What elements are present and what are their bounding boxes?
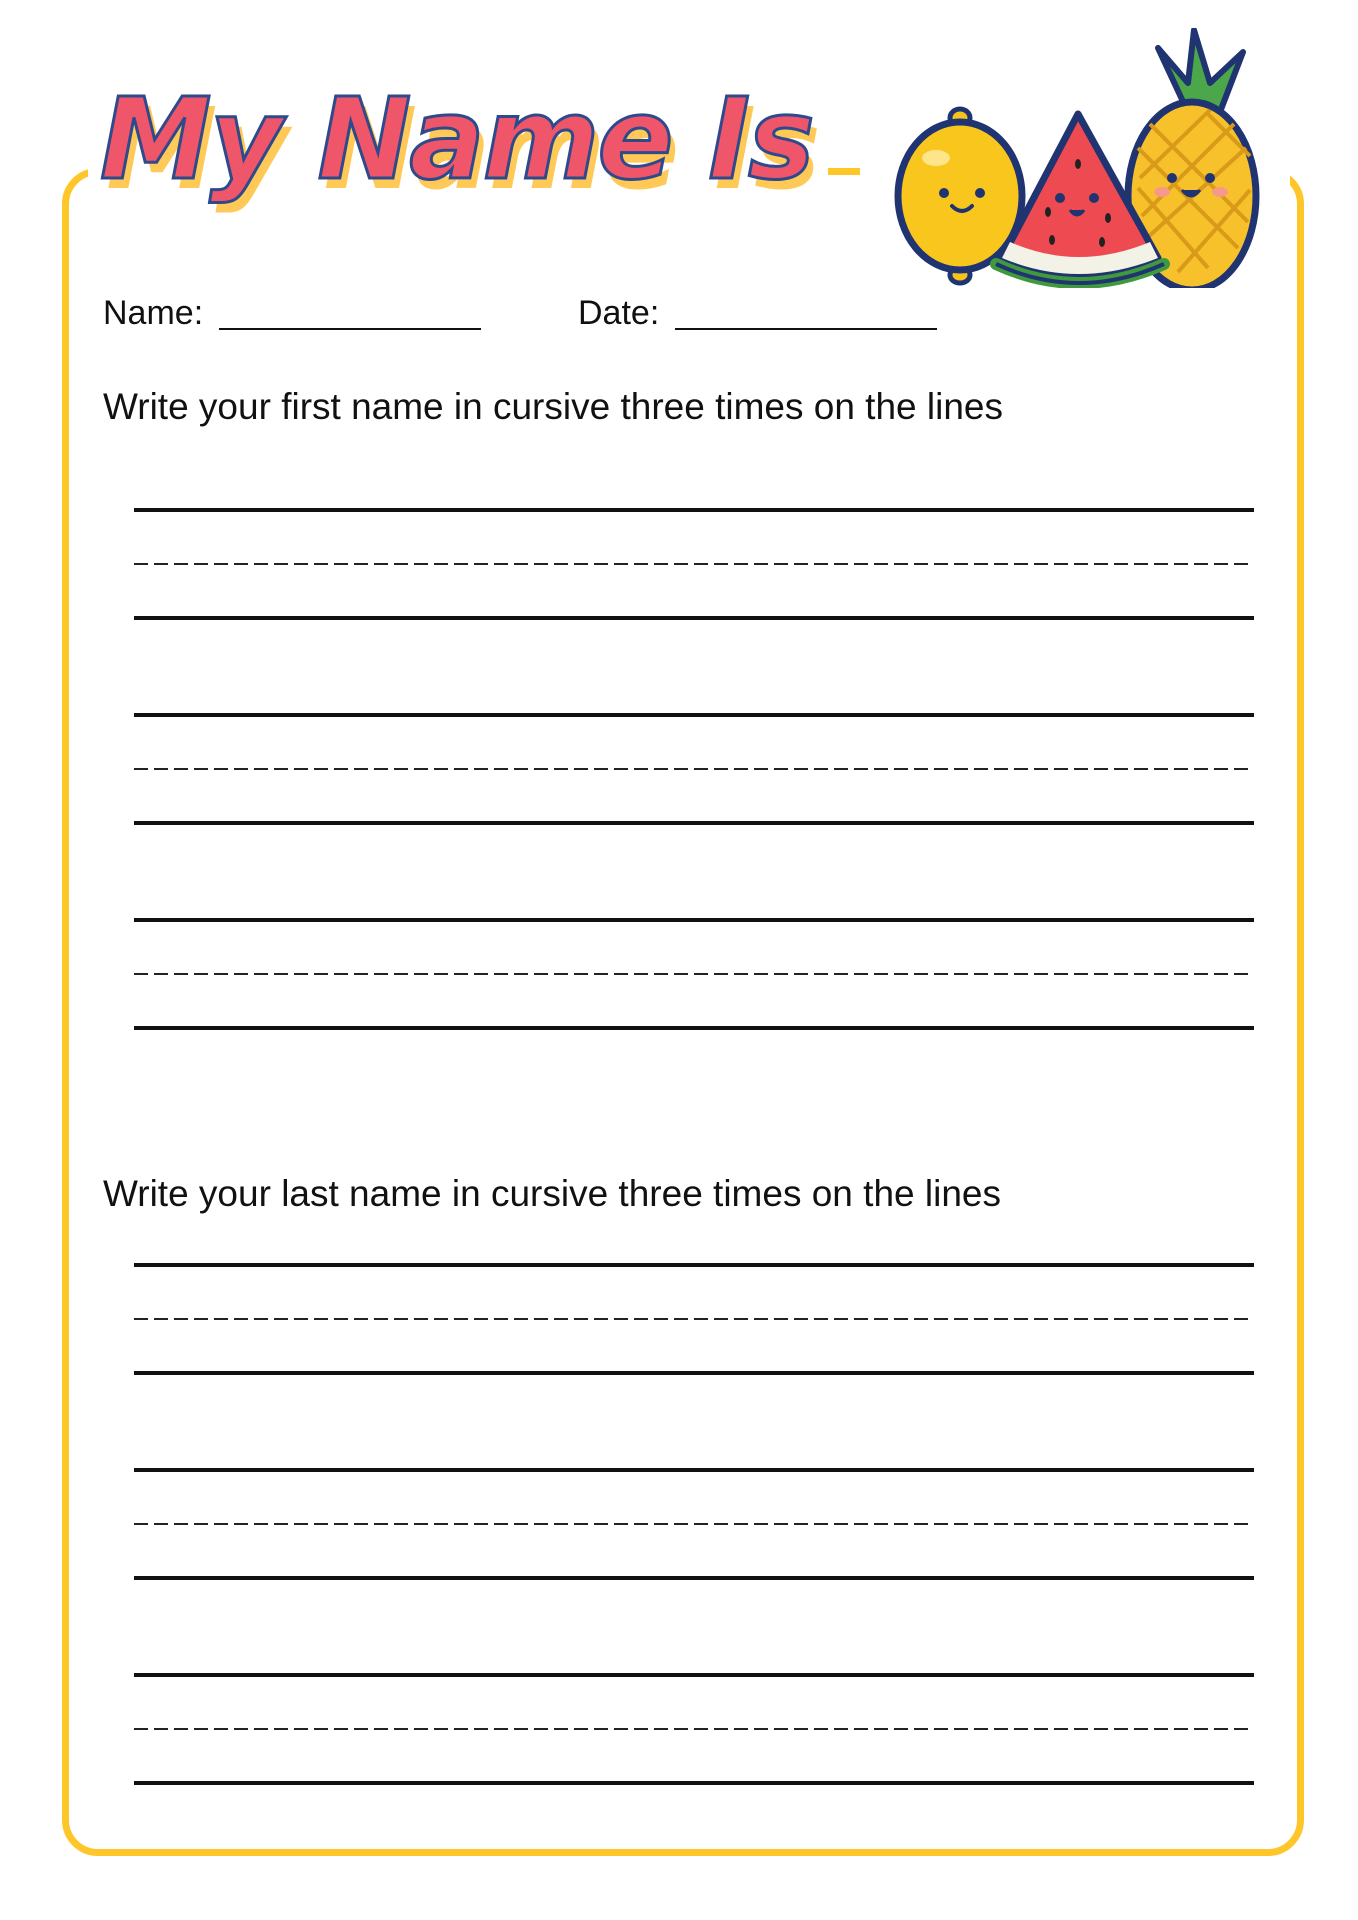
name-label: Name:: [103, 294, 204, 332]
date-label: Date:: [578, 294, 660, 332]
midline: [134, 973, 1254, 975]
base-line: [134, 821, 1254, 825]
last-name-instruction: Write your last name in cursive three times on the lines: [103, 1173, 1001, 1214]
last-name-writing-lines-3[interactable]: [134, 1673, 1254, 1785]
base-line: [134, 1781, 1254, 1785]
base-line: [134, 1026, 1254, 1030]
midline: [134, 563, 1254, 565]
first-name-writing-lines-1[interactable]: [134, 508, 1254, 620]
midline: [134, 1728, 1254, 1730]
top-line: [134, 1673, 1254, 1677]
page-title: My Name Is: [100, 75, 813, 205]
midline: [134, 768, 1254, 770]
last-name-writing-lines-2[interactable]: [134, 1468, 1254, 1580]
base-line: [134, 1576, 1254, 1580]
top-line: [134, 1468, 1254, 1472]
top-line: [134, 1263, 1254, 1267]
first-name-writing-lines-3[interactable]: [134, 918, 1254, 1030]
first-name-instruction: Write your first name in cursive three times on the lines: [103, 386, 1003, 427]
name-field[interactable]: [103, 296, 481, 330]
base-line: [134, 1371, 1254, 1375]
top-line: [134, 508, 1254, 512]
first-name-writing-lines-2[interactable]: [134, 713, 1254, 825]
fruit-illustration: [888, 28, 1268, 288]
date-blank-line[interactable]: [675, 300, 937, 330]
last-name-writing-lines-1[interactable]: [134, 1263, 1254, 1375]
midline: [134, 1318, 1254, 1320]
base-line: [134, 616, 1254, 620]
top-line: [134, 918, 1254, 922]
top-line: [134, 713, 1254, 717]
midline: [134, 1523, 1254, 1525]
date-field[interactable]: [578, 296, 937, 330]
name-blank-line[interactable]: [219, 300, 481, 330]
